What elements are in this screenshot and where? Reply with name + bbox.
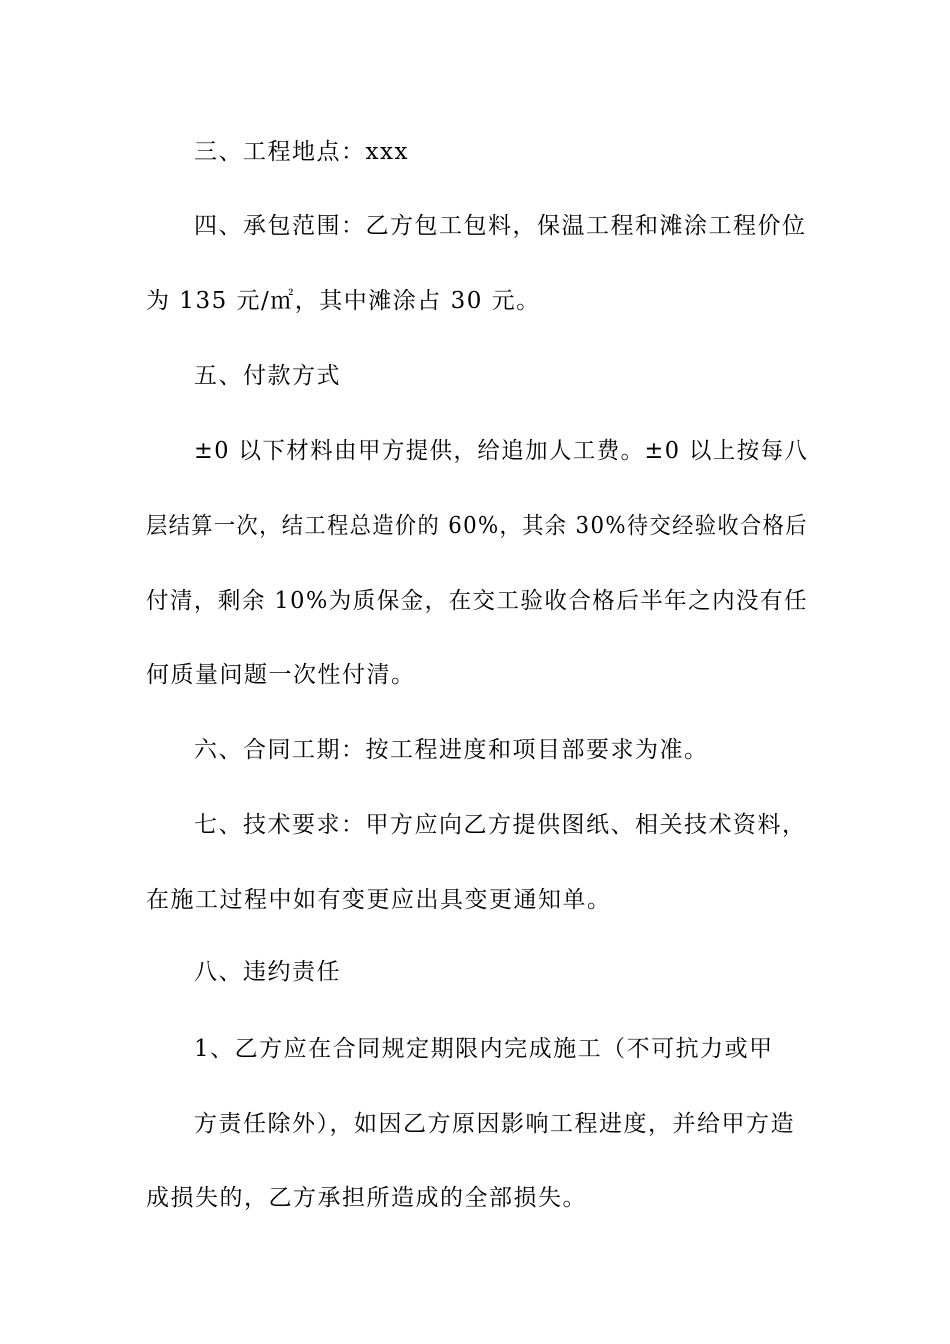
section-7-technical: 七、技术要求：甲方应向乙方提供图纸、相关技术资料， xyxy=(194,812,807,838)
section-5-payment-text: ±0 以下材料由甲方提供，给追加人工费。±0 以上按每八 xyxy=(194,438,809,464)
section-8-item-1: 1、乙方应在合同规定期限内完成施工（不可抗力或甲 xyxy=(194,1036,774,1062)
section-3-location: 三、工程地点：xxx xyxy=(194,139,409,165)
section-5-payment-text-cont: 何质量问题一次性付清。 xyxy=(146,662,416,688)
section-5-payment-text-cont: 层结算一次，结工程总造价的 60%，其余 30%待交经验收合格后 xyxy=(146,513,808,539)
section-6-duration: 六、合同工期：按工程进度和项目部要求为准。 xyxy=(194,737,709,763)
section-5-payment-text-cont: 付清，剩余 10%为质保金，在交工验收合格后半年之内没有任 xyxy=(146,588,808,614)
section-8-item-1-cont: 成损失的，乙方承担所造成的全部损失。 xyxy=(146,1185,587,1211)
section-5-payment-heading: 五、付款方式 xyxy=(194,363,341,389)
section-4-scope: 四、承包范围：乙方包工包料，保温工程和滩涂工程价位 xyxy=(194,213,807,239)
section-7-technical-cont: 在施工过程中如有变更应出具变更通知单。 xyxy=(146,887,612,913)
section-8-liability-heading: 八、违约责任 xyxy=(194,959,341,985)
section-8-item-1-cont: 方责任除外），如因乙方原因影响工程进度，并给甲方造 xyxy=(194,1111,795,1137)
section-4-scope-cont: 为 135 元/㎡，其中滩涂占 30 元。 xyxy=(146,288,541,314)
